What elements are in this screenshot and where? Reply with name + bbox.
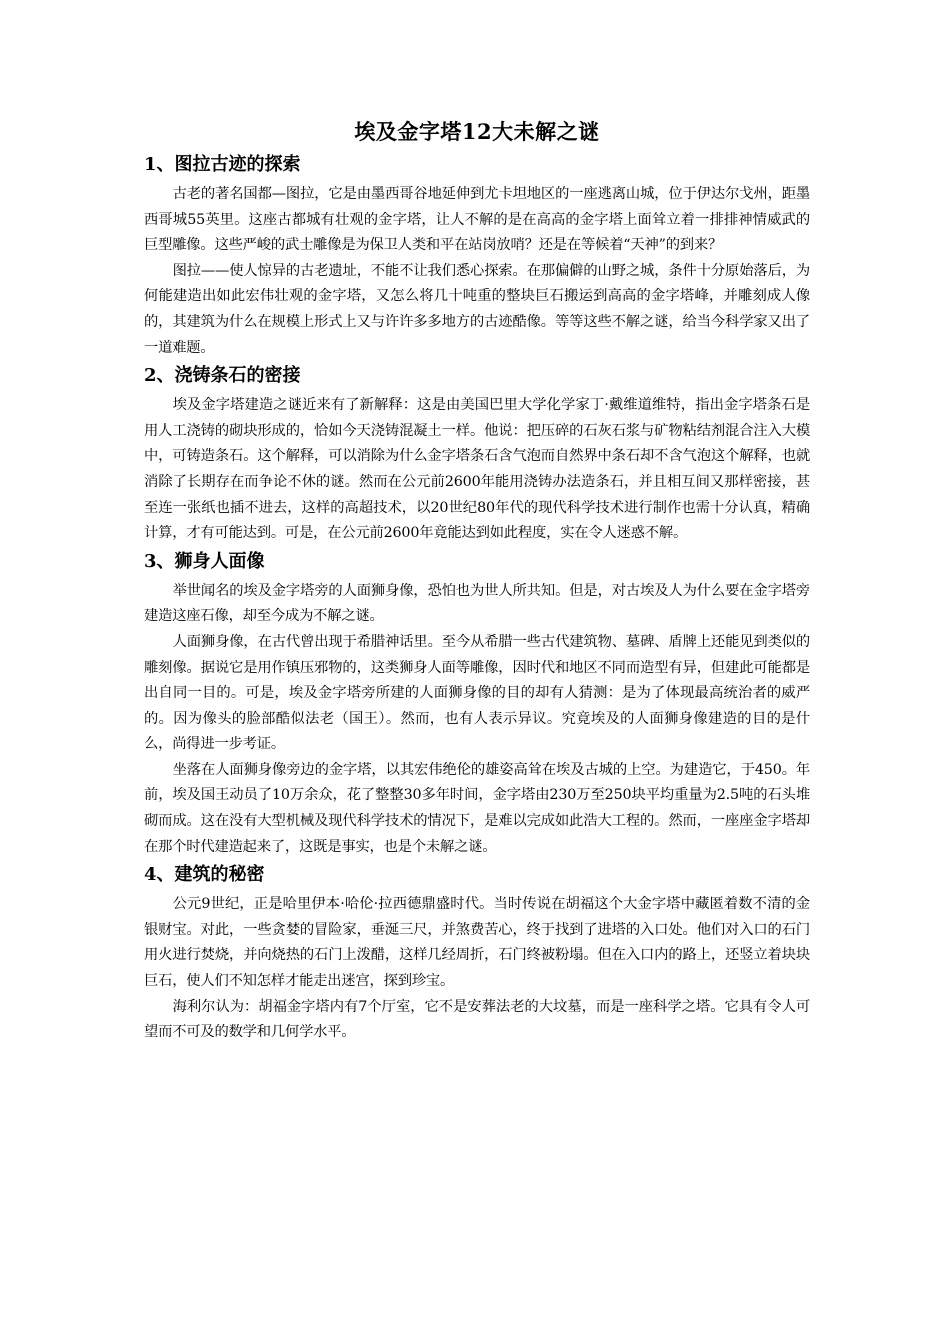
paragraph: 图拉——使人惊异的古老遗址，不能不让我们悉心探索。在那偏僻的山野之城，条件十分原始落后，为何能建造出如此宏伟壮观的金字塔，又怎么将几十吨重的整块巨石搬运到高高的金字塔峰，并雕刻成人像的，其建筑为什么在规模上形式上又与许许多多地方的古迹酷像。等等这些不解之谜，给当今科学家又出了一道难题。	[144, 262, 810, 356]
section-heading: 4、建筑的秘密	[144, 864, 265, 886]
paragraph: 人面狮身像，在古代曾出现于希腊神话里。至今从希腊一些古代建筑物、墓碑、盾牌上还能见到类似的雕刻像。据说它是用作镇压邪物的，这类狮身人面等雕像，因时代和地区不同而造型有异，但建此可能都是出自同一目的。可是，埃及金字塔旁所建的人面狮身像的目的却有人猜测：是为了体现最高统治者的威严的。因为像头的脸部酷似法老（国王）。然而，也有人表示异议。究竟埃及的人面狮身像建造的目的是什么，尚得进一步考证。	[144, 633, 810, 753]
document-title: 埃及金字塔12大未解之谜	[354, 119, 600, 144]
section-heading: 3、狮身人面像	[144, 550, 265, 572]
paragraph: 举世闻名的埃及金字塔旁的人面狮身像，恐怕也为世人所共知。但是，对古埃及人为什么要在金字塔旁建造这座石像，却至今成为不解之谜。	[144, 582, 810, 625]
paragraph: 坐落在人面狮身像旁边的金字塔，以其宏伟绝伦的雄姿高耸在埃及古城的上空。为建造它，于450。年前，埃及国王动员了10万余众，花了整整30多年时间，金字塔由230万至250块平均重量为2.5吨的石头堆砌而成。这在没有大型机械及现代科学技术的情况下，是难以完成如此浩大工程的。然而，一座座金字塔却在那个时代建造起来了，这既是事实，也是个未解之谜。	[144, 761, 810, 855]
section-sphinx	[144, 549, 810, 861]
section-heading: 2、浇铸条石的密接	[144, 365, 301, 387]
section-architecture	[144, 862, 810, 1046]
paragraph: 埃及金字塔建造之谜近来有了新解释：这是由美国巴里大学化学家丁·戴维道维特，指出金字塔条石是用人工浇铸的砌块形成的，恰如今天浇铸混凝土一样。他说：把压碎的石灰石浆与矿物粘结剂混合注入大模中，可铸造条石。这个解释，可以消除为什么金字塔条石含气泡而自然界中条石却不含气泡这个解释，也就消除了长期存在而争论不休的谜。然而在公元前2600年能用浇铸办法造条石，并且相互间又那样密接，甚至连一张纸也插不进去，这样的高超技术，以20世纪80年代的现代科学技术进行制作也需十分认真，精确计算，才有可能达到。可是，在公元前2600年竟能达到如此程度，实在令人迷惑不解。	[144, 397, 810, 542]
paragraph: 公元9世纪，正是哈里伊本·哈伦·拉西德鼎盛时代。当时传说在胡福这个大金字塔中藏匿着数不清的金银财宝。对此，一些贪婪的冒险家，垂涎三尺，并煞费苦心，终于找到了进塔的入口处。他们对入口的石门用火进行焚烧，并向烧热的石门上泼醋，这样几经周折，石门终被粉塌。但在入口内的路上，还竖立着块块巨石，使人们不知怎样才能走出迷宫，探到珍宝。	[144, 896, 810, 990]
section-heading: 1、图拉古迹的探索	[144, 154, 301, 175]
paragraph: 古老的著名国都—图拉，它是由墨西哥谷地延伸到尤卡坦地区的一座逃离山城，位于伊达尔戈州，距墨西哥城55英里。这座古都城有壮观的金字塔，让人不解的是在高高的金字塔上面耸立着一排排神情威武的巨型雕像。这些严峻的武士雕像是为保卫人类和平在站岗放哨？还是在等候着“天神”的到来？	[144, 186, 810, 254]
section-cast-stones	[144, 363, 810, 547]
paragraph: 海利尔认为：胡福金字塔内有7个厅室，它不是安葬法老的大坟墓，而是一座科学之塔。它具有令人可望而不可及的数学和几何学水平。	[144, 998, 810, 1041]
document-page	[144, 118, 810, 1048]
section-tula	[144, 152, 810, 361]
